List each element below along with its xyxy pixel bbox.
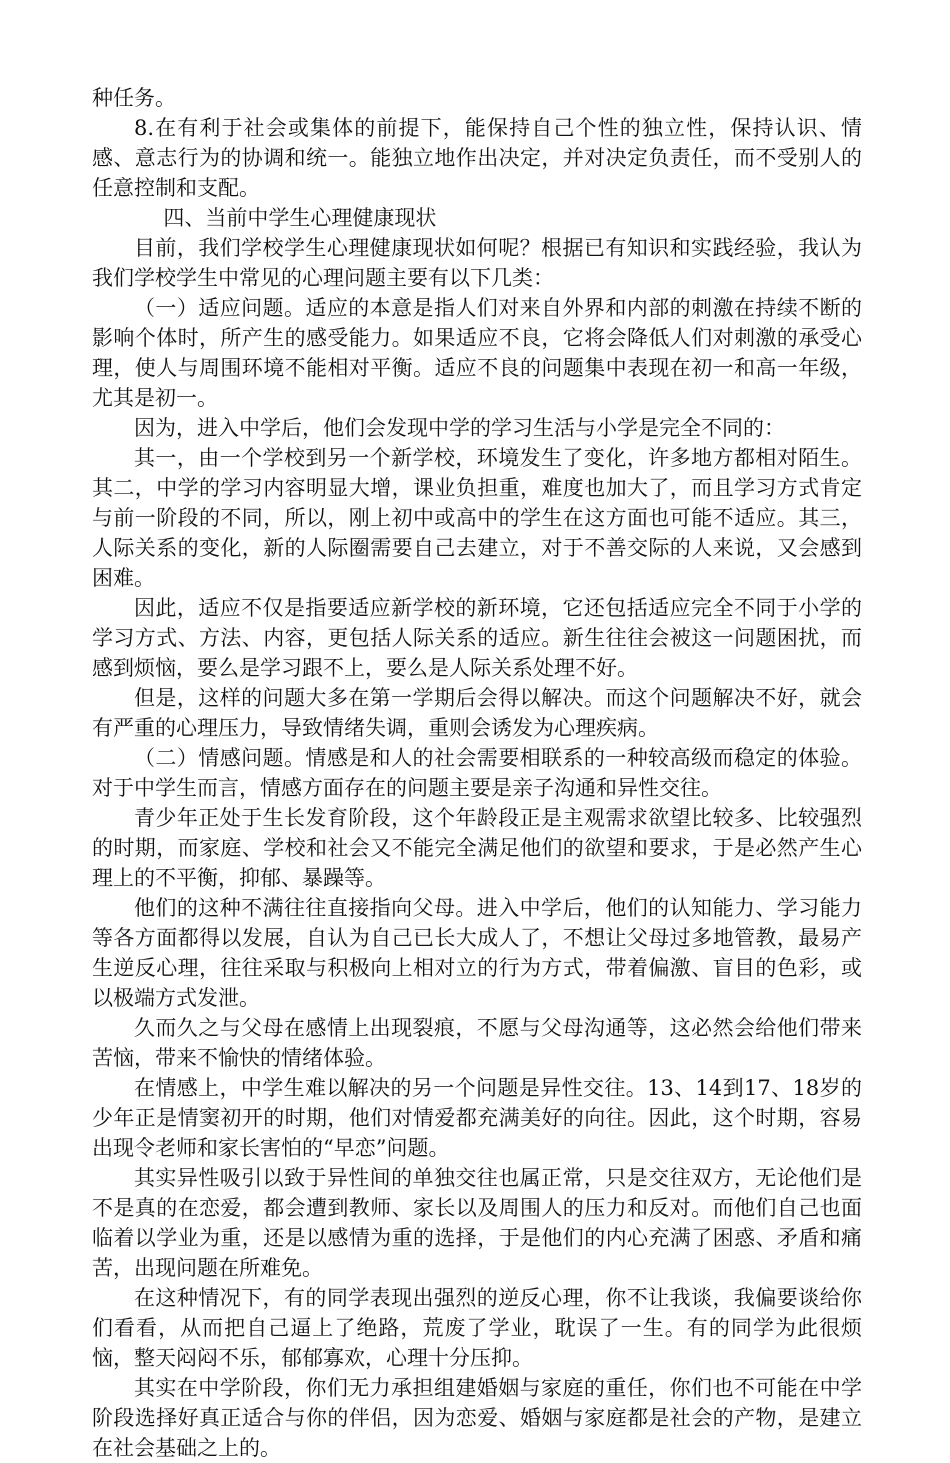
- paragraph: 目前，我们学校学生心理健康现状如何呢？根据已有知识和实践经验，我认为我们学校学生中常见的心理问题主要有以下几类：: [92, 236, 862, 290]
- paragraph: 在情感上，中学生难以解决的另一个问题是异性交往。13、14到17、18岁的少年正是情窦初开的时期，他们对情爱都充满美好的向往。因此，这个时期，容易出现令老师和家长害怕的“早恋”问题。: [92, 1076, 862, 1160]
- paragraph: 因此，适应不仅是指要适应新学校的新环境，它还包括适应完全不同于小学的学习方式、方法、内容，更包括人际关系的适应。新生往往会被这一问题困扰，而感到烦恼，要么是学习跟不上，要么是人际关系处理不好。: [92, 596, 862, 680]
- paragraph: 久而久之与父母在感情上出现裂痕，不愿与父母沟通等，这必然会给他们带来苦恼，带来不愉快的情绪体验。: [92, 1016, 862, 1070]
- paragraph: 他们的这种不满往往直接指向父母。进入中学后，他们的认知能力、学习能力等各方面都得以发展，自认为自己已长大成人了，不想让父母过多地管教，最易产生逆反心理，往往采取与积极向上相对立的行为方式，带着偏激、盲目的色彩，或以极端方式发泄。: [92, 896, 862, 1010]
- paragraph-item-8: 8.在有利于社会或集体的前提下，能保持自己个性的独立性，保持认识、情感、意志行为的协调和统一。能独立地作出决定，并对决定负责任，而不受别人的任意控制和支配。: [92, 116, 862, 200]
- paragraph-emotion-problem: （二）情感问题。情感是和人的社会需要相联系的一种较高级而稳定的体验。对于中学生而言，情感方面存在的问题主要是亲子沟通和异性交往。: [92, 746, 862, 800]
- paragraph: 因为，进入中学后，他们会发现中学的学习生活与小学是完全不同的：: [134, 416, 785, 440]
- document-page: [92, 83, 862, 1463]
- paragraph: 其一，由一个学校到另一个新学校，环境发生了变化，许多地方都相对陌生。其二，中学的学习内容明显大增，课业负担重，难度也加大了，而且学习方式肯定与前一阶段的不同，所以，刚上初中或高中的学生在这方面也可能不适应。其三，人际关系的变化，新的人际圈需要自己去建立，对于不善交际的人来说，又会感到困难。: [92, 446, 862, 590]
- paragraph: 青少年正处于生长发育阶段，这个年龄段正是主观需求欲望比较多、比较强烈的时期，而家庭、学校和社会又不能完全满足他们的欲望和要求，于是必然产生心理上的不平衡，抑郁、暴躁等。: [92, 806, 862, 890]
- paragraph: 其实在中学阶段，你们无力承担组建婚姻与家庭的重任，你们也不可能在中学阶段选择好真正适合与你的伴侣，因为恋爱、婚姻与家庭都是社会的产物，是建立在社会基础之上的。: [92, 1376, 862, 1460]
- paragraph: 其实异性吸引以致于异性间的单独交往也属正常，只是交往双方，无论他们是不是真的在恋爱，都会遭到教师、家长以及周围人的压力和反对。而他们自己也面临着以学业为重，还是以感情为重的选择，于是他们的内心充满了困惑、矛盾和痛苦，出现问题在所难免。: [92, 1166, 862, 1280]
- paragraph: 在这种情况下，有的同学表现出强烈的逆反心理，你不让我谈，我偏要谈给你们看看，从而把自己逼上了绝路，荒废了学业，耽误了一生。有的同学为此很烦恼，整天闷闷不乐，郁郁寡欢，心理十分压抑。: [92, 1286, 862, 1370]
- section-heading: 四、当前中学生心理健康现状: [163, 206, 437, 230]
- paragraph-continuation: 种任务。: [92, 86, 176, 110]
- paragraph: 但是，这样的问题大多在第一学期后会得以解决。而这个问题解决不好，就会有严重的心理压力，导致情绪失调，重则会诱发为心理疾病。: [92, 686, 862, 740]
- paragraph-adaptation-problem: （一）适应问题。适应的本意是指人们对来自外界和内部的刺激在持续不断的影响个体时，所产生的感受能力。如果适应不良，它将会降低人们对刺激的承受心理，使人与周围环境不能相对平衡。适应不良的问题集中表现在初一和高一年级，尤其是初一。: [92, 296, 862, 410]
